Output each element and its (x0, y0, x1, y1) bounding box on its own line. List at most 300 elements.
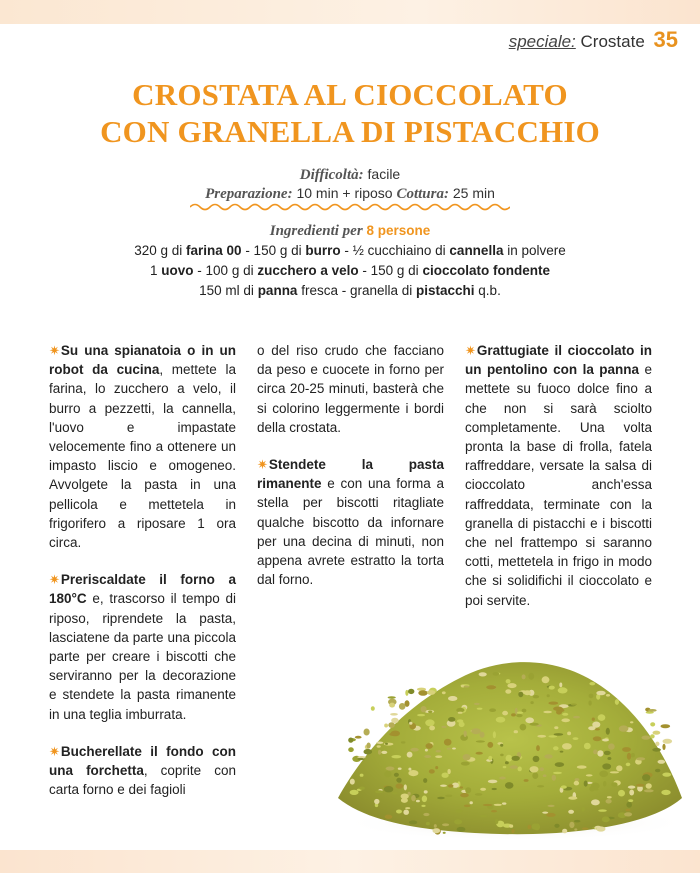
wavy-divider (190, 200, 510, 214)
nut-crumb (646, 783, 652, 789)
ingredient-quantity: 1 (150, 263, 162, 278)
running-header (509, 27, 678, 53)
nut-crumb (628, 786, 635, 789)
step-3-lead: Bucherellate il fondo con una forchetta (49, 743, 236, 779)
prep-label: Preparazione: (205, 186, 293, 202)
nut-crumb (542, 676, 550, 683)
nut-crumb (522, 674, 526, 679)
nut-crumb (506, 679, 511, 683)
nut-crumb (543, 774, 547, 777)
nut-crumb (445, 795, 452, 798)
nut-crumb (471, 728, 481, 734)
nut-crumb (663, 739, 673, 744)
cook-label: Cottura: (396, 186, 449, 202)
nut-crumb (532, 824, 539, 830)
nut-crumb (435, 766, 438, 769)
nut-crumb (426, 822, 430, 825)
nut-crumb (539, 767, 544, 771)
nut-crumb (598, 714, 606, 721)
nut-crumb (584, 781, 588, 787)
nut-crumb (528, 825, 532, 829)
nut-crumb (518, 692, 523, 698)
nut-crumb (417, 688, 426, 691)
nut-crumb (606, 694, 610, 697)
nut-crumb (662, 773, 671, 777)
nut-crumb (593, 736, 602, 741)
nut-crumb (479, 672, 487, 676)
nut-crumb (554, 824, 559, 828)
nut-crumb (359, 787, 365, 790)
nut-crumb (465, 787, 471, 793)
nut-crumb (502, 802, 506, 804)
nut-crumb (444, 739, 452, 746)
step-5 (465, 341, 652, 610)
column-3 (465, 341, 652, 628)
nut-crumb (502, 711, 508, 716)
nut-crumb (448, 784, 454, 787)
nut-crumb (596, 691, 605, 696)
nut-crumb (628, 799, 633, 802)
nut-crumb (548, 805, 555, 807)
nut-crumb (510, 765, 518, 769)
nut-crumb (437, 797, 445, 799)
nut-crumb (626, 763, 631, 767)
nut-crumb (407, 752, 413, 758)
nut-crumb (436, 750, 441, 753)
nut-crumb (385, 815, 393, 819)
nut-crumb (616, 765, 622, 771)
nut-crumb (542, 812, 548, 814)
nut-crumb (554, 733, 564, 736)
nut-crumb (650, 734, 655, 738)
nut-crumb (429, 769, 435, 773)
nut-crumb (381, 751, 387, 754)
nut-crumb (573, 716, 580, 719)
nut-crumb (619, 725, 629, 731)
nut-crumb (530, 701, 533, 704)
step-1-lead: Su una spianatoia o in un robot da cucina (49, 343, 236, 378)
nut-crumb (489, 708, 496, 712)
nut-crumb (636, 757, 645, 760)
nut-crumb (488, 756, 492, 761)
nut-crumb (517, 712, 523, 714)
nut-crumb (658, 760, 666, 764)
nut-crumb (410, 748, 418, 752)
servings: 8 persone (366, 223, 431, 238)
nut-crumb (459, 722, 465, 727)
nut-crumb (417, 714, 425, 716)
nut-crumb (627, 753, 631, 760)
nut-crumb (661, 724, 671, 728)
nut-crumb (464, 686, 470, 688)
nut-crumb (404, 784, 407, 790)
ingredients-line-2 (0, 261, 700, 281)
nut-crumb (636, 784, 644, 787)
nut-crumb (384, 786, 393, 792)
nut-crumb (416, 800, 420, 803)
nut-crumb (355, 736, 362, 739)
nut-crumb (474, 703, 480, 705)
nut-crumb (392, 792, 397, 794)
orange-star-bullet-icon: ✷ (49, 343, 60, 358)
nut-crumb (588, 700, 591, 705)
nut-crumb (560, 751, 564, 753)
nut-crumb (470, 801, 473, 804)
top-band (0, 0, 700, 24)
nut-crumb (493, 731, 496, 738)
nut-crumb (544, 754, 552, 758)
orange-star-bullet-icon: ✷ (257, 457, 268, 473)
nut-crumb (548, 702, 558, 705)
step-4-body: e con una forma a stella per biscotti ritagliate qualche biscotto da infornare per una decina di minuti, non appena avrete estratto la torta dal forno. (257, 476, 444, 588)
nut-crumb (448, 717, 455, 722)
nut-crumb (546, 813, 556, 817)
nut-crumb (360, 774, 364, 777)
nut-crumb (562, 829, 567, 834)
nut-crumb (403, 810, 409, 815)
nut-crumb (492, 788, 497, 790)
ingredient-name: pistacchi (416, 283, 475, 298)
nut-crumb (425, 719, 434, 726)
nut-crumb (611, 782, 617, 787)
nut-crumb (371, 706, 375, 711)
nut-crumb (575, 778, 580, 781)
nut-crumb (598, 809, 607, 811)
nut-crumb (441, 726, 446, 728)
nut-crumb (418, 690, 427, 696)
nut-crumb (386, 767, 395, 771)
nut-crumb (543, 711, 552, 714)
recipe-title-line1: CROSTATA AL CIOCCOLATO (132, 77, 568, 112)
nut-crumb (606, 728, 610, 735)
nut-crumb (442, 691, 446, 694)
step-3-body: , coprite con carta forno e dei fagioli (49, 763, 236, 798)
nut-crumb (376, 742, 383, 744)
nut-crumb (629, 790, 634, 796)
nut-crumb (426, 743, 433, 749)
nut-crumb (427, 690, 435, 695)
nut-crumb (607, 796, 612, 798)
nut-crumb (530, 766, 539, 772)
nut-crumb (631, 753, 635, 758)
nut-crumb (618, 790, 625, 797)
cook-value: 25 min (452, 185, 495, 201)
nut-crumb (476, 752, 483, 755)
nut-crumb (511, 713, 516, 716)
ingredients-label: Ingredienti per (269, 223, 363, 239)
nut-crumb (464, 731, 467, 737)
nut-crumb (391, 718, 398, 724)
prep-value: 10 min + riposo (296, 185, 393, 201)
nut-crumb (533, 695, 539, 698)
nut-crumb (592, 722, 600, 728)
ingredient-name: farina 00 (186, 243, 242, 258)
nut-crumb (500, 754, 504, 757)
step-3 (49, 742, 236, 800)
nut-crumb (411, 795, 416, 801)
nut-crumb (562, 713, 568, 716)
nut-crumb (463, 754, 471, 760)
nut-crumb (408, 689, 414, 694)
nut-crumb (655, 753, 658, 757)
nut-crumb (524, 779, 529, 782)
nut-crumb (571, 703, 577, 705)
nut-crumb (507, 683, 516, 688)
nut-crumb (480, 732, 485, 738)
nut-crumb (606, 799, 612, 804)
nut-crumb (460, 793, 469, 797)
nut-crumb (626, 802, 632, 808)
nut-crumb (652, 748, 661, 752)
nut-crumb (650, 722, 655, 726)
nut-crumb (496, 717, 506, 723)
step-2-lead: Preriscaldate il forno a 180°C (49, 572, 236, 607)
ingredient-quantity: - ½ cucchiaino di (340, 243, 450, 258)
nut-crumb (568, 810, 574, 814)
nut-crumb (630, 721, 633, 723)
nut-crumb (396, 783, 404, 788)
nut-crumb (509, 824, 513, 827)
ingredient-quantity: - 150 g di (358, 263, 423, 278)
recipe-title-line2: CON GRANELLA DI PISTACCHIO (100, 114, 600, 149)
nut-crumb (561, 718, 570, 722)
nut-crumb (603, 781, 607, 787)
nut-crumb (615, 699, 619, 705)
nut-crumb (486, 685, 496, 689)
nut-crumb (401, 794, 409, 799)
nut-crumb (448, 696, 457, 701)
ingredients-line-3 (0, 281, 700, 301)
orange-star-bullet-icon: ✷ (49, 572, 60, 588)
nut-crumb (442, 823, 449, 826)
nut-crumb (569, 822, 574, 828)
nut-crumb (447, 769, 450, 774)
step-4-lead: Stendete la pasta rimanente (257, 457, 444, 492)
nut-crumb (555, 762, 564, 767)
nut-crumb (367, 743, 371, 749)
nut-crumb (357, 756, 366, 758)
header-kicker: speciale: (508, 32, 576, 51)
column-1 (49, 341, 236, 817)
nut-crumb (488, 780, 498, 784)
nut-crumb (561, 785, 567, 788)
nut-crumb (520, 724, 527, 731)
nut-crumb (553, 772, 562, 774)
nut-crumb (384, 724, 388, 728)
nut-crumb (440, 785, 447, 787)
ingredient-name: uovo (161, 263, 194, 278)
nut-crumb (375, 790, 383, 793)
nut-crumb (644, 789, 654, 792)
nut-crumb (434, 824, 437, 828)
nut-crumb (396, 778, 401, 783)
orange-star-bullet-icon: ✷ (49, 743, 60, 759)
nut-crumb (505, 782, 514, 789)
difficulty-value: facile (367, 166, 401, 182)
step-5-lead: Grattugiate il cioccolato in un pentolino con la panna (465, 343, 652, 378)
nut-crumb (505, 689, 511, 694)
nut-crumb (500, 744, 503, 747)
nut-crumb (515, 708, 518, 715)
nut-crumb (409, 820, 417, 824)
ingredient-name: zucchero a velo (257, 263, 359, 278)
ingredient-name: burro (305, 243, 341, 258)
nut-crumb (573, 737, 579, 740)
nut-crumb (512, 756, 520, 761)
nut-crumb (547, 694, 550, 697)
nut-crumb (396, 810, 402, 814)
nut-crumb (401, 741, 406, 743)
nut-crumb (596, 826, 605, 831)
ingredient-name: cannella (449, 243, 504, 258)
nut-crumb (422, 796, 427, 803)
nut-crumb (558, 687, 568, 693)
ingredient-quantity: in polvere (503, 243, 566, 258)
nut-crumb (424, 790, 428, 793)
nut-crumb (377, 745, 381, 747)
nut-crumb (391, 755, 401, 758)
ingredient-quantity: 150 ml di (199, 283, 258, 298)
orange-star-bullet-icon: ✷ (465, 343, 476, 358)
nut-crumb (592, 718, 595, 721)
nut-crumb (511, 829, 514, 833)
nut-crumb (553, 746, 559, 750)
nut-crumb (577, 765, 587, 768)
nut-crumb (458, 712, 463, 714)
ingredients-line-1 (0, 241, 700, 261)
nut-crumb (433, 828, 441, 833)
nut-crumb (582, 827, 588, 829)
ingredient-name: panna (257, 283, 298, 298)
nut-crumb (597, 750, 603, 756)
nut-crumb (424, 755, 431, 758)
nut-crumb (537, 785, 544, 787)
nut-crumb (505, 761, 509, 764)
ingredient-quantity: - 100 g di (193, 263, 258, 278)
nut-crumb (348, 747, 354, 752)
nut-crumb (586, 774, 593, 776)
nut-crumb (525, 717, 534, 723)
header-section: Crostate (580, 32, 645, 51)
nut-crumb (435, 755, 442, 758)
nut-crumb (584, 743, 591, 750)
nut-crumb (388, 696, 396, 699)
nut-crumb (662, 744, 665, 750)
nut-crumb (661, 790, 670, 795)
nut-crumb (589, 694, 594, 699)
nut-crumb (425, 749, 428, 752)
pistachio-granella-image (330, 648, 690, 843)
nut-crumb (589, 682, 595, 685)
nut-crumb (452, 748, 456, 750)
nut-crumb (574, 828, 577, 830)
nut-crumb (622, 747, 631, 752)
step-1 (49, 341, 236, 552)
step-3-continued: o del riso crudo che facciano da peso e cuocete in forno per circa 20-25 minuti, basterà che si colorino leggermente i bordi della crostata. (257, 343, 444, 435)
ingredients-heading (0, 221, 700, 241)
nut-crumb (608, 743, 615, 749)
nut-crumb (477, 708, 483, 710)
nut-crumb (442, 773, 449, 778)
nut-crumb (374, 799, 379, 804)
step-4 (257, 455, 444, 589)
nut-crumb (602, 739, 609, 742)
nut-crumb (423, 813, 429, 816)
nut-crumb (455, 809, 462, 812)
nut-crumb (459, 786, 463, 788)
nut-crumb (447, 748, 452, 750)
bottom-band (0, 850, 700, 873)
nut-crumb (514, 730, 518, 733)
nut-crumb (487, 742, 493, 748)
nut-crumb (653, 731, 661, 735)
nut-crumb (399, 703, 406, 710)
ingredient-quantity: q.b. (474, 283, 501, 298)
nut-crumb (408, 768, 411, 771)
nut-crumb (549, 686, 555, 690)
nut-crumb (522, 709, 527, 713)
nut-crumb (476, 740, 485, 742)
nut-crumb (475, 793, 483, 796)
nut-crumb (499, 777, 506, 780)
nut-crumb (642, 736, 651, 740)
nut-crumb (408, 770, 418, 776)
nut-crumb (461, 762, 470, 766)
nut-crumb (350, 790, 359, 795)
nut-crumb (348, 738, 353, 743)
nut-crumb (559, 683, 562, 688)
nut-crumb (389, 703, 395, 708)
page-number: 35 (653, 27, 678, 52)
nut-crumb (480, 788, 486, 791)
nut-crumb (648, 709, 657, 712)
nut-crumb (495, 819, 498, 824)
nut-crumb (582, 807, 585, 812)
nut-crumb (554, 726, 558, 729)
nut-crumb (384, 771, 391, 778)
nut-crumb (429, 726, 435, 731)
nut-crumb (480, 815, 487, 817)
nut-crumb (394, 773, 399, 777)
nut-crumb (454, 819, 462, 824)
nut-crumb (364, 749, 373, 755)
nut-crumb (599, 771, 608, 778)
nut-crumb (491, 810, 497, 812)
nut-crumb (610, 771, 619, 773)
nut-crumb (574, 820, 580, 823)
nut-crumb (503, 766, 507, 768)
nut-crumb (428, 710, 432, 713)
nut-crumb (405, 807, 410, 809)
nut-crumb (357, 758, 364, 760)
nut-crumb (457, 827, 466, 832)
nut-crumb (626, 809, 631, 812)
nut-crumb (494, 804, 502, 806)
nut-crumb (493, 672, 500, 676)
nut-crumb (536, 745, 540, 751)
nut-crumb (506, 755, 513, 762)
nut-crumb (518, 767, 522, 772)
nut-crumb (389, 733, 398, 736)
nut-crumb (574, 781, 579, 786)
step-2-body: e, trascorso il tempo di riposo, riprendete la pasta, lasciatene da parte una piccola parte per creare i biscotti che serviranno per la decorazione e stendete la pasta rimanente in una teglia imburrata. (49, 591, 236, 722)
nut-crumb (398, 768, 402, 770)
nut-crumb (483, 804, 493, 806)
difficulty-line (0, 165, 700, 185)
nut-crumb (607, 757, 611, 760)
nut-crumb (655, 742, 659, 746)
ingredient-name: cioccolato fondente (422, 263, 550, 278)
